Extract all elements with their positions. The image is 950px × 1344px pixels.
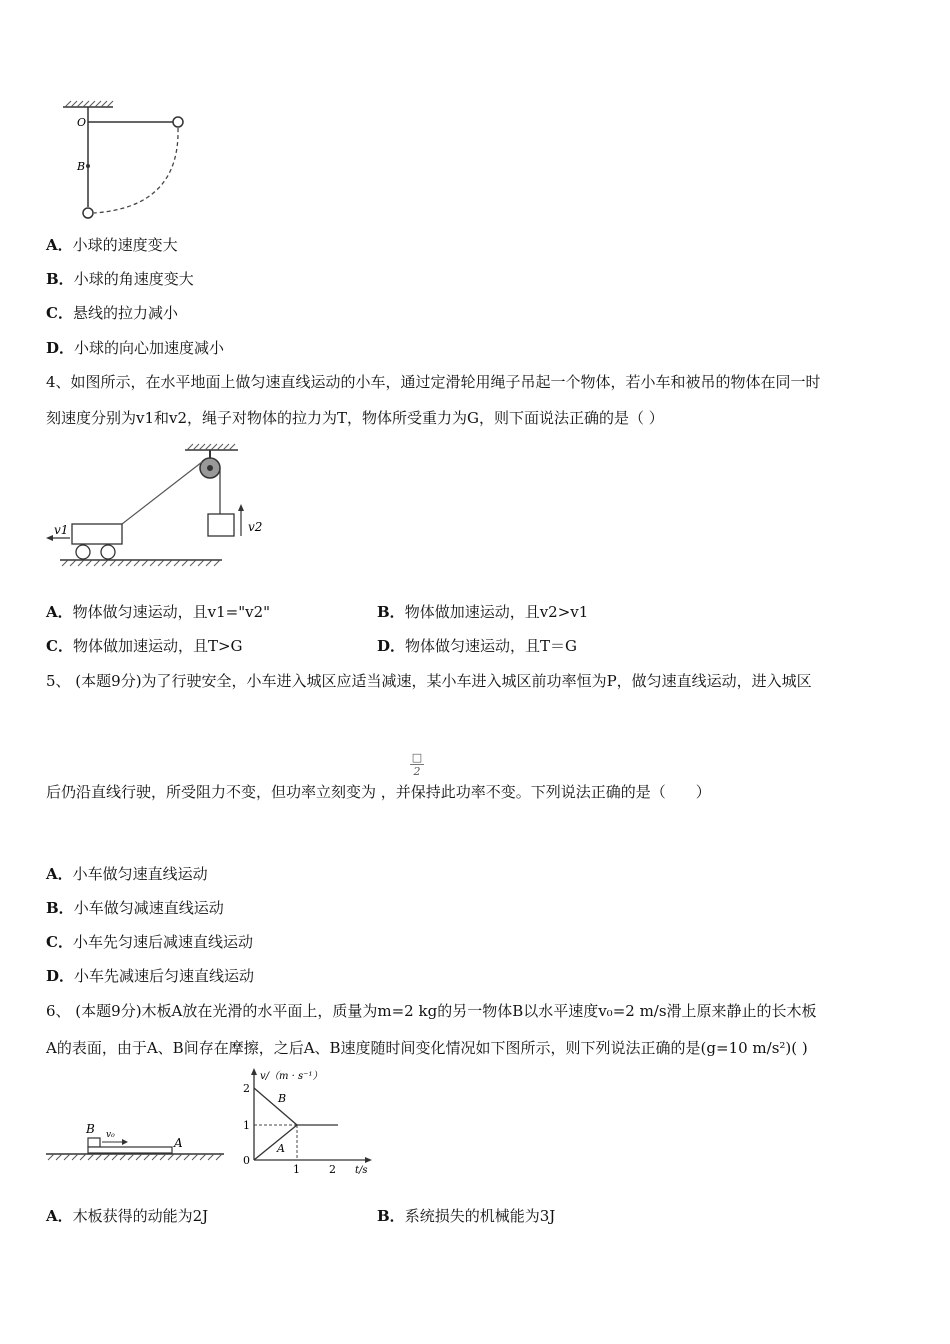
q4-stem-line2: 刻速度分别为v1和v2，绳子对物体的拉力为T，物体所受重力为G，则下面说法正确的是（ ） bbox=[46, 409, 664, 427]
label-a-board: A bbox=[174, 1136, 183, 1150]
q5-fraction bbox=[410, 752, 424, 778]
y-tick-2: 2 bbox=[243, 1082, 250, 1095]
q4-option-c: C．物体做加速运动，且T>G bbox=[46, 637, 243, 655]
y-axis-label: v/（m · s⁻¹） bbox=[260, 1071, 323, 1082]
board-block-figure bbox=[44, 1118, 229, 1168]
q6-option-a: A．木板获得的动能为2J bbox=[46, 1207, 209, 1225]
q5-option-a: A．小车做匀速直线运动 bbox=[46, 865, 208, 883]
q4-option-b: B．物体做加速运动，且v2>v1 bbox=[377, 603, 589, 621]
q5-stem-line1: 5、 (本题9分)为了行驶安全，小车进入城区应适当减速，某小车进入城区前功率恒为P，做匀速直线运动，进入城区 bbox=[46, 672, 812, 690]
x-axis-label: t/s bbox=[355, 1165, 368, 1176]
q5-option-b: B．小车做匀减速直线运动 bbox=[46, 899, 224, 917]
q5-fraction-numerator: □ bbox=[411, 751, 423, 764]
q5-fraction-denominator: 2 bbox=[410, 764, 424, 778]
label-line-b: B bbox=[278, 1092, 287, 1105]
q5-option-d: D．小车先减速后匀速直线运动 bbox=[46, 967, 255, 985]
q5-stem-line2: 后仍沿直线行驶，所受阻力不变，但功率立刻变为 ，并保持此功率不变。下列说法正确的是（ ） bbox=[46, 783, 711, 801]
label-v1: v1 bbox=[54, 523, 69, 537]
cart-pulley-figure bbox=[40, 438, 280, 573]
q3-option-a: A．小球的速度变大 bbox=[46, 236, 178, 254]
x-tick-1: 1 bbox=[293, 1163, 300, 1176]
q4-stem-line1: 4、如图所示，在水平地面上做匀速直线运动的小车，通过定滑轮用绳子吊起一个物体，若小车和被吊的物体在同一时 bbox=[46, 373, 821, 391]
q3-option-c: C．悬线的拉力减小 bbox=[46, 304, 178, 322]
label-o: O bbox=[77, 116, 87, 129]
label-b-block: B bbox=[86, 1122, 95, 1136]
q5-option-c: C．小车先匀速后减速直线运动 bbox=[46, 933, 253, 951]
q3-option-d: D．小球的向心加速度减小 bbox=[46, 339, 225, 357]
label-v2: v2 bbox=[248, 520, 263, 534]
vt-graph bbox=[238, 1066, 378, 1178]
q6-option-b: B．系统损失的机械能为3J bbox=[377, 1207, 556, 1225]
q4-option-a: A．物体做匀速运动，且v1="v2" bbox=[46, 603, 271, 621]
q6-stem-line1: 6、 (本题9分)木板A放在光滑的水平面上，质量为m=2 kg的另一物体B以水平速度v₀=2 m/s滑上原来静止的长木板 bbox=[46, 1002, 817, 1020]
line-b bbox=[254, 1088, 297, 1125]
q6-stem-line2: A的表面，由于A、B间存在摩擦，之后A、B速度随时间变化情况如下图所示，则下列说法正确的是(g=10 m/s²)( ) bbox=[46, 1039, 808, 1057]
x-tick-2: 2 bbox=[329, 1163, 336, 1176]
q4-option-d: D．物体做匀速运动，且T＝G bbox=[377, 637, 578, 655]
label-b: B bbox=[77, 160, 86, 173]
q3-option-b: B．小球的角速度变大 bbox=[46, 270, 194, 288]
line-a bbox=[254, 1125, 297, 1160]
label-line-a: A bbox=[277, 1142, 285, 1155]
y-tick-0: 0 bbox=[243, 1154, 250, 1167]
y-tick-1: 1 bbox=[243, 1119, 250, 1132]
label-v0: v₀ bbox=[106, 1130, 115, 1140]
pendulum-figure bbox=[55, 95, 205, 225]
